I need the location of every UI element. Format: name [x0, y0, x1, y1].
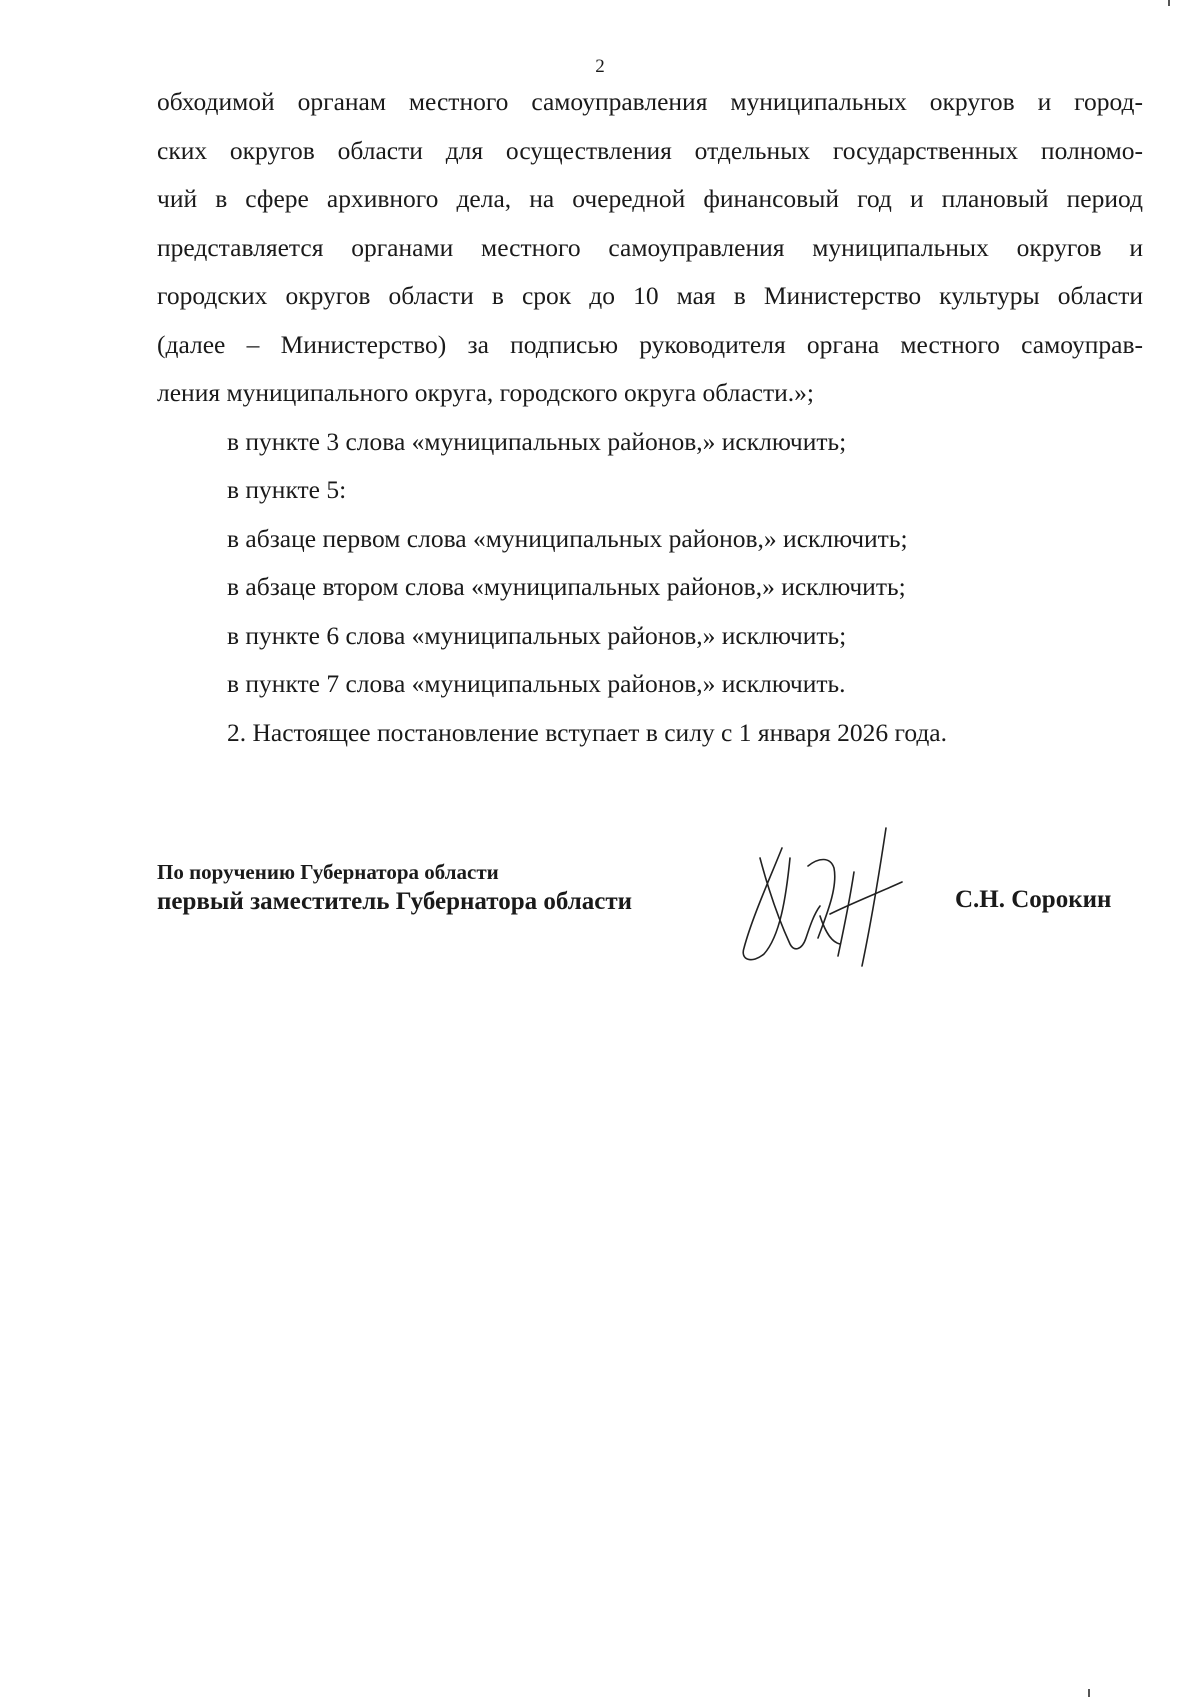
- amendment-item: в абзаце втором слова «муниципальных районов,» исключить;: [227, 572, 906, 601]
- effective-date-clause: 2. Настоящее постановление вступает в силу с 1 января 2026 года.: [227, 717, 948, 747]
- paragraph-line: ских округов области для осуществления отдельных государственных полномо-: [157, 135, 1143, 165]
- signatory-authority: По поручению Губернатора области: [157, 860, 499, 884]
- paragraph-line: чий в сфере архивного дела, на очередной финансовый год и плановый период: [157, 184, 1143, 213]
- page-number: 2: [595, 56, 605, 77]
- paragraph-line: обходимой органам местного самоуправления муниципальных округов и город-: [157, 87, 1143, 116]
- scan-edge-mark: [1088, 1689, 1090, 1697]
- scan-edge-mark: [1168, 0, 1170, 6]
- document-body: [157, 78, 1143, 757]
- handwritten-signature: [730, 818, 910, 968]
- paragraph-line: городских округов области в срок до 10 мая в Министерство культуры области: [157, 281, 1143, 310]
- continued-paragraph: [157, 78, 1143, 418]
- signer-name: С.Н. Сорокин: [955, 886, 1112, 913]
- amendment-item: в пункте 5:: [227, 475, 347, 504]
- paragraph-line: представляется органами местного самоуправления муниципальных округов и: [157, 232, 1143, 262]
- amendment-item: в абзаце первом слова «муниципальных районов,» исключить;: [227, 523, 908, 553]
- paragraph-line: ления муниципального округа, городского округа области.»;: [157, 378, 814, 407]
- signatory-position: первый заместитель Губернатора области: [157, 888, 633, 915]
- amendment-item: в пункте 7 слова «муниципальных районов,» исключить.: [227, 669, 846, 698]
- paragraph-line: (далее – Министерство) за подписью руководителя органа местного самоуправ-: [157, 329, 1143, 359]
- signatory-title-block: [157, 858, 632, 918]
- amendment-item: в пункте 3 слова «муниципальных районов,» исключить;: [227, 426, 847, 456]
- amendment-item: в пункте 6 слова «муниципальных районов,» исключить;: [227, 620, 847, 650]
